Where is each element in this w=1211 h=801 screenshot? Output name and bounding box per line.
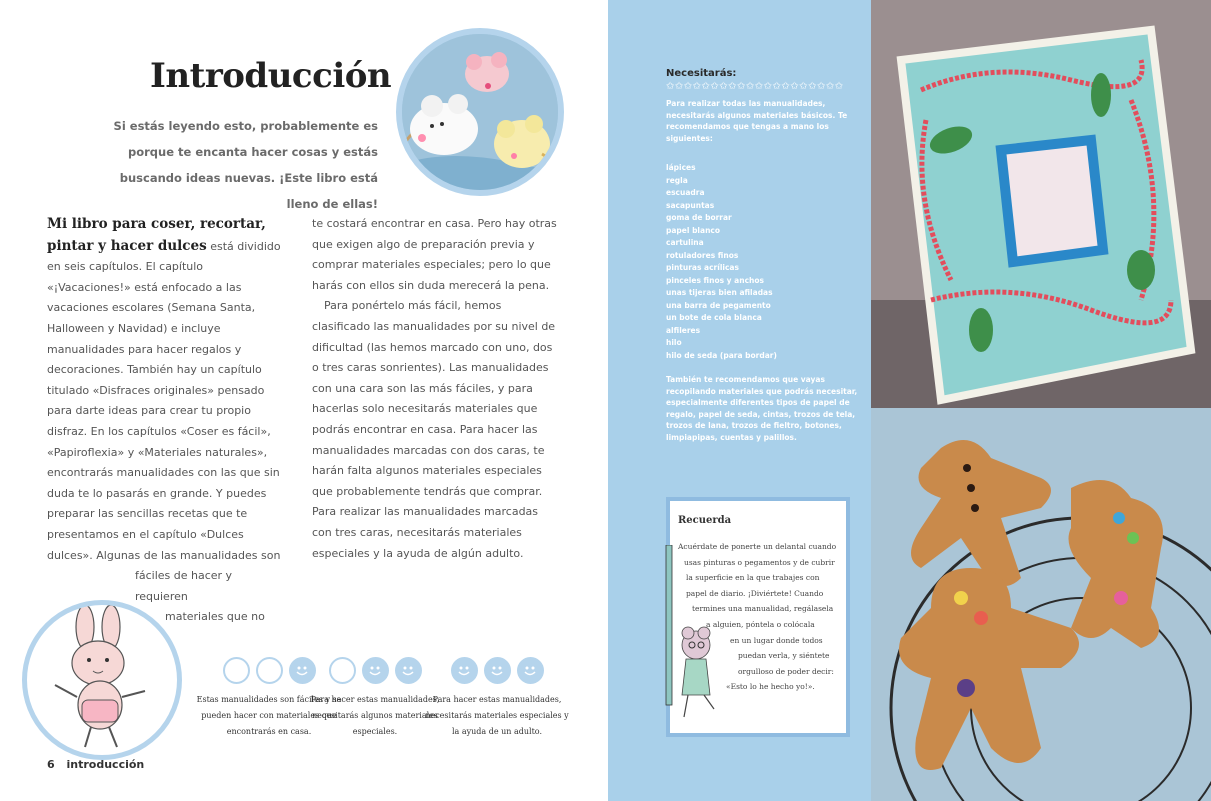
list-item: lápices	[666, 163, 696, 172]
list-item: regla	[666, 175, 688, 185]
mice-photo	[396, 28, 564, 196]
difficulty-legend-3	[422, 657, 572, 740]
bunny-illustration-circle	[22, 600, 182, 760]
legend-text-3: Para hacer estas manualidades, necesitarás materiales especiales y la ayuda de un adulto.	[425, 695, 569, 736]
list-item: goma de borrar	[666, 213, 732, 222]
smiley-face-icon	[484, 657, 511, 684]
list-item: cartulina	[666, 238, 704, 247]
list-item: hilo	[666, 338, 682, 347]
remember-line: la superficie en la que trabajes con	[686, 573, 820, 583]
remember-line: termines una manualidad, regálasela	[692, 604, 834, 614]
remember-line: puedan verla, y siéntete	[738, 651, 830, 661]
smiley-face-icon	[451, 657, 478, 684]
list-item: sacapuntas	[666, 200, 715, 210]
empty-face-icon	[223, 657, 250, 684]
list-item: escuadra	[666, 188, 705, 197]
materials-outro: También te recomendamos que vayas recopilando materiales que podrás necesitar, especialmente diferentes tipos de papel de regalo, papel de seda, cintas, trozos de tela, trozos de lana, trozos de fieltro, botones, limpiapipas, cuentas y palillos.	[666, 375, 858, 442]
materials-list	[666, 162, 866, 362]
remember-line: usas pinturas o pegamentos y de cubrir	[684, 557, 835, 567]
column-1-body: está dividido en seis capítulos. El capítulo «¡Vacaciones!» está enfocado a las vacaciones escolares (Semana Santa, Halloween y Navidad) e incluye manualidades para hacer regalos y decoraciones. También hay un capítulo titulado «Disfraces originales» pensado para darte ideas para crear tu propio disfraz. En los capítulos «Coser es fácil», «Papiroflexia» y «Materiales naturales», encontrarás manualidades con las que sin duda te lo pasarás en grande. Y puedes preparar las sencillas recetas que te presentamos en el capítulo «Dulces dulces». Algunas de las manualidades son	[47, 239, 281, 562]
remember-title: Recuerda	[678, 515, 732, 526]
materials-intro: Para realizar todas las manualidades, necesitarás algunos materiales básicos. Te recomendamos que tengas a mano los siguientes:	[666, 99, 848, 143]
mosaic-frame-illustration	[871, 0, 1211, 408]
list-item: unas tijeras bien afiladas	[666, 288, 773, 297]
page-number: 6	[47, 758, 55, 771]
page-title: Introducción	[150, 56, 392, 96]
remember-line: orgulloso de poder decir:	[738, 666, 834, 676]
column-1-tail-2: materiales que no	[165, 610, 265, 624]
empty-face-icon	[256, 657, 283, 684]
smiley-face-icon	[362, 657, 389, 684]
materials-panel	[666, 68, 866, 443]
list-item: pinceles finos y anchos	[666, 275, 764, 285]
book-title-emphasis: Mi libro para coser, recortar, pintar y hacer dulces	[47, 216, 266, 254]
mosaic-frame-photo	[871, 0, 1211, 408]
remember-line: papel de diario. ¡Diviértete! Cuando	[686, 588, 824, 598]
remember-line: a alguien, póntela o colócala	[706, 619, 815, 629]
list-item: papel blanco	[666, 225, 721, 235]
smiley-face-icon	[395, 657, 422, 684]
gingerbread-cookies-photo	[871, 408, 1211, 801]
sugar-mice-illustration	[402, 34, 558, 190]
page-footer	[47, 758, 144, 771]
remember-text	[678, 539, 846, 695]
column-2-paragraph-1: te costará encontrar en casa. Pero hay otras que exigen algo de preparación previa y comprar materiales especiales; pero lo que harás con ellos sin duda merecerá la pena.	[312, 217, 557, 292]
intro-lead: Si estás leyendo esto, probablemente es porque te encanta hacer cosas y estás buscando ideas nuevas. ¡Este libro está lleno de ellas!	[113, 119, 378, 211]
gingerbread-cookies-illustration	[871, 408, 1211, 801]
list-item: un bote de cola blanca	[666, 313, 762, 322]
list-item: una barra de pegamento	[666, 300, 771, 310]
smiley-face-icon	[517, 657, 544, 684]
materials-title: Necesitarás:	[666, 68, 737, 79]
remember-line: Acuérdate de ponerte un delantal cuando	[678, 542, 837, 551]
legend-text-2: Para hacer estas manualidades, necesitarás algunos materiales especiales.	[310, 695, 440, 736]
right-page	[608, 0, 1211, 801]
text-column-1	[47, 214, 287, 628]
remember-line: «Esto lo he hecho yo!».	[726, 682, 815, 692]
section-name: introducción	[66, 758, 145, 771]
list-item: pinturas acrílicas	[666, 263, 739, 272]
list-item: hilo de seda (para bordar)	[666, 350, 777, 360]
remember-line: en un lugar donde todos	[730, 635, 823, 645]
column-2-paragraph-2: Para ponértelo más fácil, hemos clasificado las manualidades por su nivel de dificultad (las hemos marcado con uno, dos o tres caras sonrientes). Las manualidades con una cara son las más fáciles, y para hacerlas solo necesitarás materiales que podrás encontrar en casa. Para hacer las manualidades marcadas con dos caras, te harán falta algunos materiales especiales que probablemente tendrás que comprar. Para realizar las manualidades marcadas con tres caras, necesitarás materiales especiales y la ayuda de algún adulto.	[312, 299, 556, 560]
list-item: alfileres	[666, 325, 701, 335]
list-item: rotuladores finos	[666, 250, 739, 260]
text-column-2	[312, 214, 557, 564]
bunny-icon	[27, 605, 177, 755]
remember-box	[666, 497, 850, 737]
column-1-tail-1: fáciles de hacer y requieren	[135, 569, 233, 603]
legend-text-1: Estas manualidades son fáciles y se pueden hacer con materiales que encontrarás en casa.	[196, 695, 342, 736]
empty-face-icon	[329, 657, 356, 684]
star-divider: ✩✩✩✩✩✩✩✩✩✩✩✩✩✩✩✩✩✩✩✩	[666, 81, 844, 92]
